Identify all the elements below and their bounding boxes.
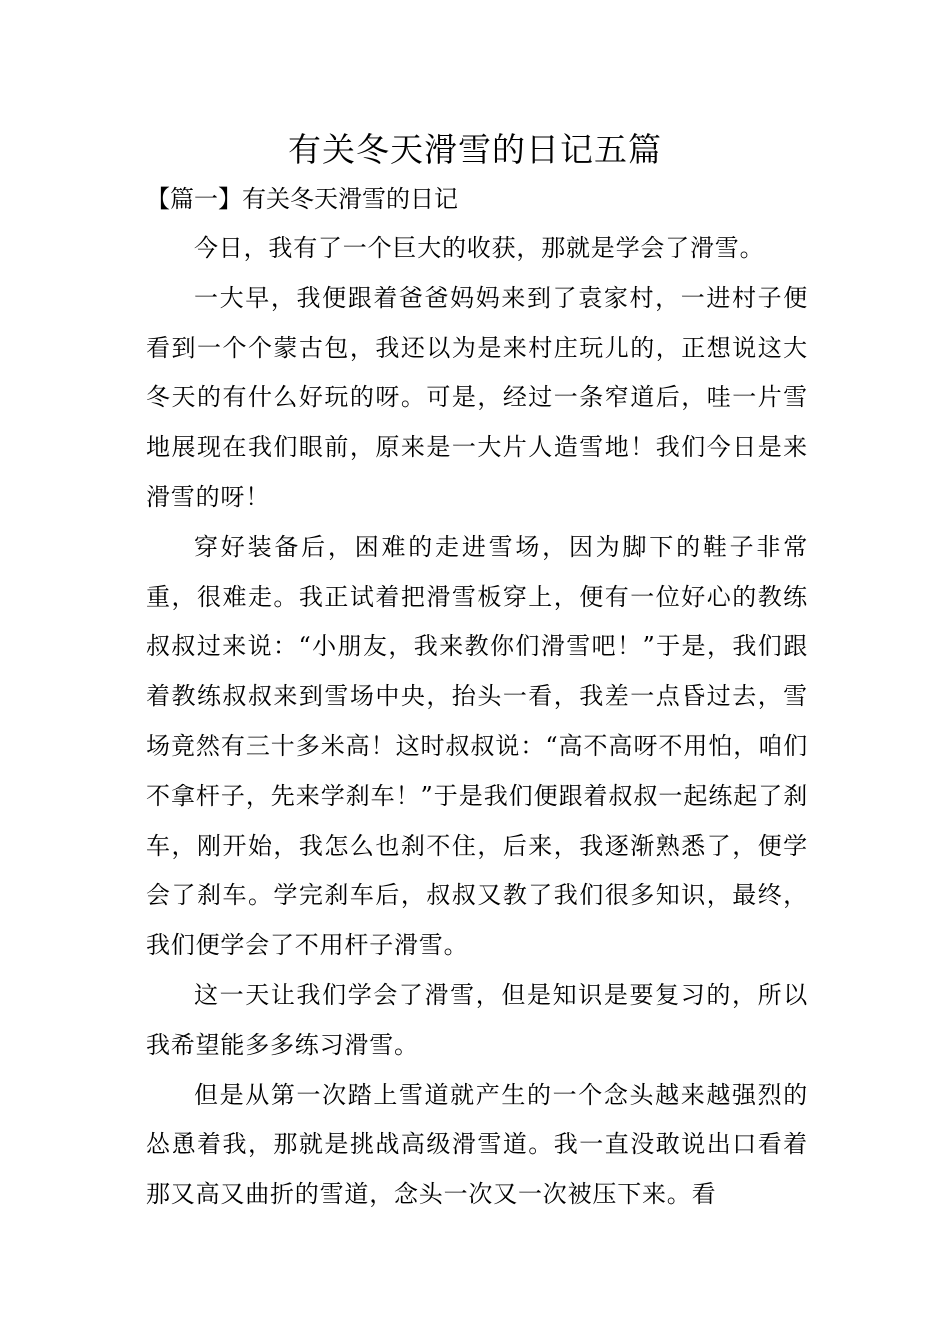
paragraph: 但是从第一次踏上雪道就产生的一个念头越来越强烈的怂恿着我，那就是挑战高级滑雪道。我一直没敢说出口看着那又高又曲折的雪道，念头一次又一次被压下来。看: [146, 1080, 808, 1209]
document-body: [146, 224, 808, 1220]
section-heading: 【篇一】有关冬天滑雪的日记: [146, 185, 458, 213]
paragraph: 这一天让我们学会了滑雪，但是知识是要复习的，所以我希望能多多练习滑雪。: [146, 980, 808, 1059]
paragraph: 今日，我有了一个巨大的收获，那就是学会了滑雪。: [194, 234, 765, 262]
paragraph: 穿好装备后，困难的走进雪场，因为脚下的鞋子非常重，很难走。我正试着把滑雪板穿上，便有一位好心的教练叔叔过来说：“小朋友，我来教你们滑雪吧！”于是，我们跟着教练叔叔来到雪场中央，抬头一看，我差一点昏过去，雪场竟然有三十多米高！这时叔叔说：“高不高呀不用怕，咱们不拿杆子，先来学刹车！”于是我们便跟着叔叔一起练起了刹车，刚开始，我怎么也刹不住，后来，我逐渐熟悉了，便学会了刹车。学完刹车后，叔叔又教了我们很多知识，最终，我们便学会了不用杆子滑雪。: [146, 532, 808, 960]
paragraph: 一大早，我便跟着爸爸妈妈来到了袁家村，一进村子便看到一个个蒙古包，我还以为是来村庄玩儿的，正想说这大冬天的有什么好玩的呀。可是，经过一条窄道后，哇一片雪地展现在我们眼前，原来是一大片人造雪地！我们今日是来滑雪的呀！: [146, 283, 808, 511]
document-title: 有关冬天滑雪的日记五篇: [288, 130, 662, 169]
